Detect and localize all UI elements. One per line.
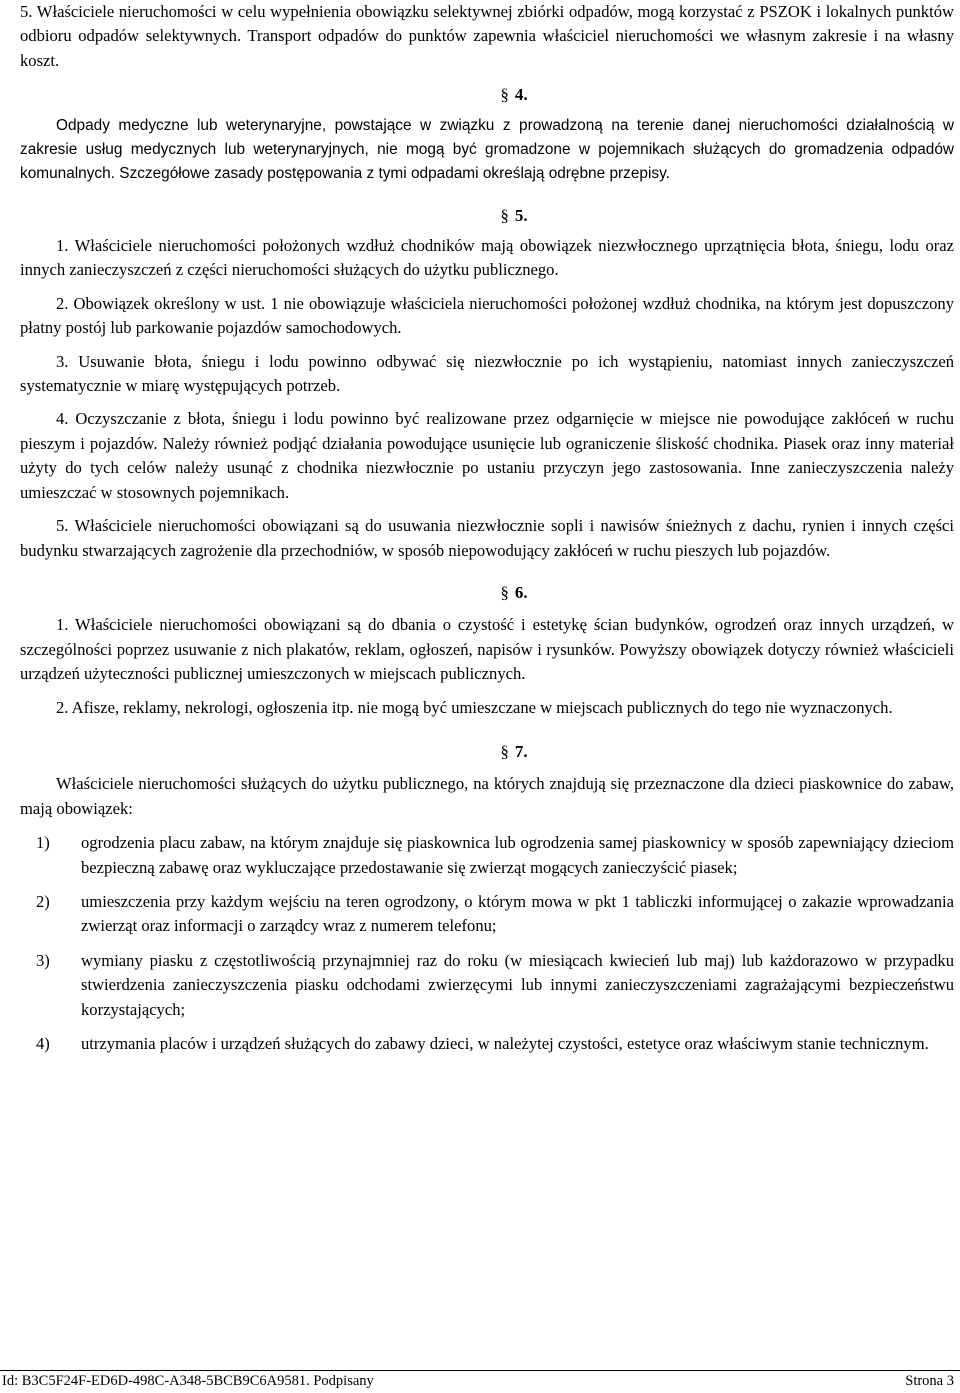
document-id: Id: B3C5F24F-ED6D-498C-A348-5BCB9C6A9581. Podpisany bbox=[2, 1372, 374, 1389]
section-heading-6 bbox=[20, 581, 954, 605]
paragraph-top: 5. Właściciele nieruchomości w celu wypełnienia obowiązku selektywnej zbiórki odpadów, mogą korzystać z PSZOK i lokalnych punktów odbioru odpadów selektywnych. Transport odpadów do punktów zapewnia właściciel nieruchomości we własnym zakresie i na własny koszt. bbox=[20, 2, 954, 70]
section-5-para-2: 2. Obowiązek określony w ust. 1 nie obowiązuje właściciela nieruchomości położonej wzdłuż chodnika, na którym jest dopuszczony płatny postój lub parkowanie pojazdów samochodowych. bbox=[20, 293, 954, 338]
list-item-text: wymiany piasku z częstotliwością przynajmniej raz do roku (w miesiącach kwiecień lub maj) lub każdorazowo w przypadku stwierdzenia zanieczyszczenia piasku odchodami zwierzęcymi lub innymi zanieczyszczeniami zagrażającymi bezpieczeństwu korzystających; bbox=[81, 950, 954, 1019]
list-item-text: ogrodzenia placu zabaw, na którym znajduje się piaskownica lub ogrodzenia samej piaskownicy w sposób zapewniający dzieciom bezpieczną zabawę oraz wykluczające przedostawanie się zwierząt mogących zanieczyścić piasek; bbox=[81, 833, 954, 877]
section-heading-7 bbox=[20, 740, 954, 764]
section-5-para-3: 3. Usuwanie błota, śniegu i lodu powinno odbywać się niezwłocznie po ich wystąpieniu, natomiast innych zanieczyszczeń systematycznie w miarę występujących potrzeb. bbox=[20, 351, 954, 396]
section-symbol: § bbox=[500, 582, 509, 602]
section-5-para-5: 5. Właściciele nieruchomości obowiązani są do usuwania niezwłocznie sopli i nawisów śnieżnych z dachu, rynien i innych części budynku stwarzających zagrożenie dla przechodniów, w sposób niepowodujący zakłóceń w ruchu pieszych lub pojazdów. bbox=[20, 516, 954, 560]
section-5-para-1: 1. Właściciele nieruchomości położonych wzdłuż chodników mają obowiązek niezwłocznego uprzątnięcia błota, śniegu, lodu oraz innych zanieczyszczeń z części nieruchomości służących do użytku publicznego. bbox=[20, 236, 954, 280]
page-number: Strona 3 bbox=[905, 1372, 954, 1389]
section-number: 7. bbox=[514, 741, 528, 761]
section-7-intro: Właściciele nieruchomości służących do użytku publicznego, na których znajdują się przeznaczone dla dzieci piaskownice do zabaw, mają obowiązek: bbox=[20, 774, 954, 818]
section-heading-5 bbox=[20, 204, 954, 228]
section-6-para-1: 1. Właściciele nieruchomości obowiązani są do dbania o czystość i estetykę ścian budynków, ogrodzeń oraz innych urządzeń, w szczególności poprzez usuwanie z nich plakatów, reklam, ogłoszeń, napisów i rysunków. Powyższy obowiązek dotyczy również właścicieli urządzeń użyteczności publicznej umieszczonych w miejscach publicznych. bbox=[20, 615, 954, 684]
list-item bbox=[20, 890, 954, 939]
section-4-text: Odpady medyczne lub weterynaryjne, powstające w związku z prowadzoną na terenie danej nieruchomości działalnością w zakresie usług medycznych lub weterynaryjnych, nie mogą być gromadzone w pojemnikach służących do gromadzenia odpadów komunalnych. Szczegółowe zasady postępowania z tymi odpadami określają odrębne przepisy. bbox=[20, 116, 954, 182]
section-symbol: § bbox=[500, 205, 509, 225]
list-item bbox=[20, 949, 954, 1022]
section-symbol: § bbox=[500, 85, 509, 105]
section-symbol: § bbox=[500, 741, 509, 761]
document-page bbox=[20, 0, 954, 1056]
page-footer bbox=[0, 1370, 960, 1391]
list-item-text: utrzymania placów i urządzeń służących do zabawy dzieci, w należytej czystości, estetyce oraz właściwym stanie technicznym. bbox=[81, 1034, 929, 1053]
list-item-number: 1) bbox=[36, 833, 50, 853]
section-6-para-2: 2. Afisze, reklamy, nekrologi, ogłoszenia itp. nie mogą być umieszczane w miejscach publicznych do tego nie wyznaczonych. bbox=[56, 697, 893, 717]
list-item-text: umieszczenia przy każdym wejściu na teren ogrodzony, o którym mowa w pkt 1 tabliczki informującej o zakazie wprowadzania zwierząt oraz informacji o zarządcy wraz z numerem telefonu; bbox=[81, 891, 954, 936]
section-number: 6. bbox=[514, 582, 528, 602]
list-item-number: 4) bbox=[36, 1034, 50, 1053]
list-item bbox=[20, 1032, 954, 1056]
list-item bbox=[20, 831, 954, 880]
section-heading-4 bbox=[20, 83, 954, 107]
section-number: 5. bbox=[514, 205, 528, 225]
list-item-number: 2) bbox=[36, 891, 50, 911]
list-item-number: 3) bbox=[36, 950, 50, 970]
section-5-para-4: 4. Oczyszczanie z błota, śniegu i lodu powinno być realizowane przez odgarnięcie w miejsce nie powodujące zakłóceń w ruchu pieszym i pojazdów. Należy również podjąć działania powodujące usunięcie lub ograniczenie śliskość chodnika. Piasek oraz inny materiał użyty do tych celów należy usunąć z chodnika niezwłocznie po ustaniu przyczyn jego zastosowania. Inne zanieczyszczenia należy umieszczać w stosownych pojemnikach. bbox=[20, 409, 954, 502]
section-number: 4. bbox=[514, 85, 528, 105]
